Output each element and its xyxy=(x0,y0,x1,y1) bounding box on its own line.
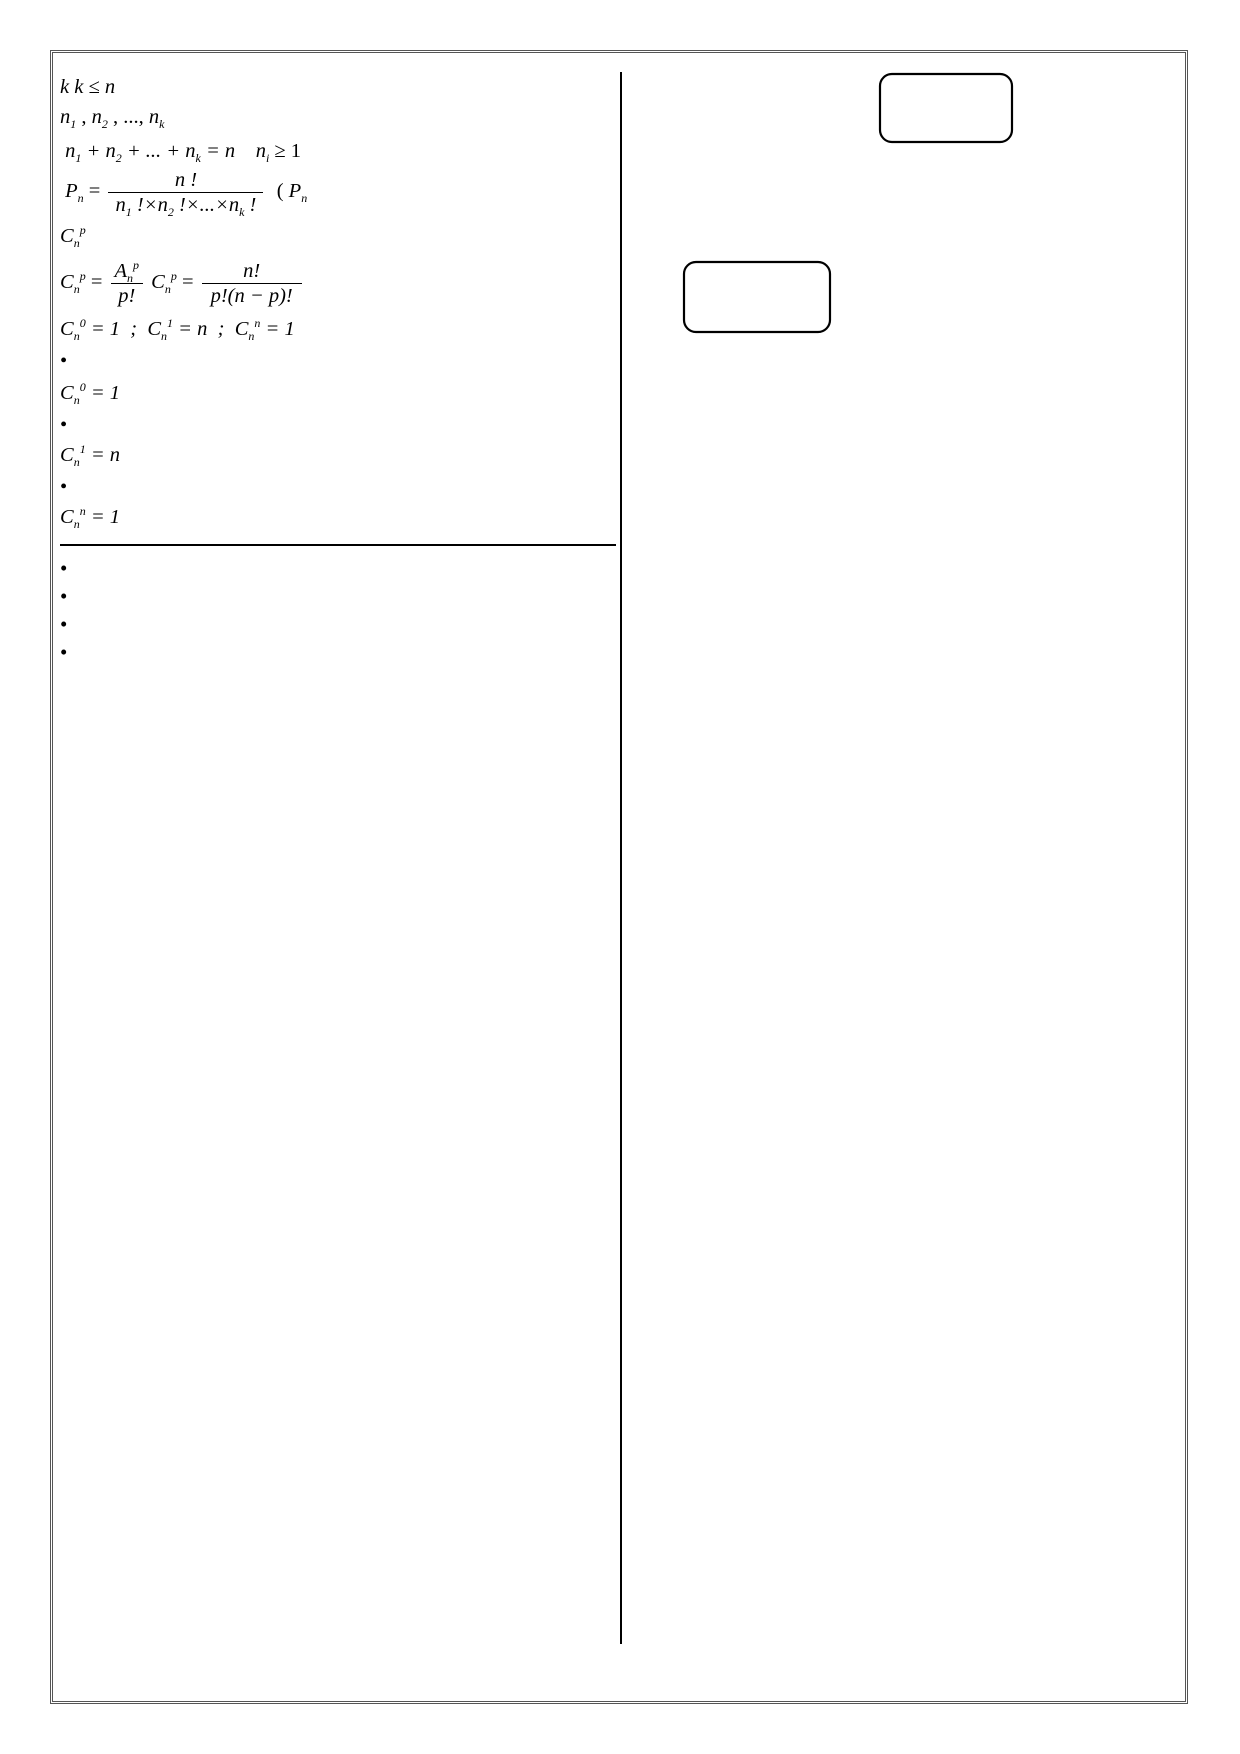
horizontal-rule xyxy=(60,544,616,546)
bullet-item: • xyxy=(60,556,68,580)
text-line: $C_n^0 = 1$ xyxy=(60,380,121,408)
text-line: $C_n^1 = n$ xyxy=(60,442,121,470)
text-line: $C_n^n = 1$ xyxy=(60,504,121,532)
formula-combination: $C_n^p$ = $\frac{A_n^p}{p!}$ $C_n^p$ = $\frac{n!}{p!(n - p)!}$ xyxy=(60,259,612,308)
text-line: k k ≤ n xyxy=(60,76,116,98)
decision-tree xyxy=(628,66,1188,726)
bullet-item: • xyxy=(60,584,68,608)
bullet-item: • xyxy=(60,612,68,636)
tree-box-all-used xyxy=(684,262,830,332)
column-divider xyxy=(620,72,622,1644)
text-line: $n_1$ , $n_2$ , ..., $n_k$ xyxy=(60,106,165,132)
text-line: $C_n^p$ xyxy=(60,223,86,251)
bullet-item: • xyxy=(60,414,68,436)
bullet-item: • xyxy=(60,350,68,372)
bullet-item: • xyxy=(60,476,68,498)
tree-box-order xyxy=(880,74,1012,142)
bullet-item: • xyxy=(60,640,68,664)
formula-special-values: $C_n^0 = 1$ ; $C_n^1 = n$ ; $C_n^n = 1$ xyxy=(60,316,295,344)
synthese-answers xyxy=(60,554,612,666)
formula-sum: $n_1 + n_2$ + ... + $n_k = n$ $n_i \ge 1$ xyxy=(60,140,302,166)
left-column xyxy=(60,74,612,666)
formula-permutations-repetition: $P_n$ = $\frac{n !}{n_1 !\times n_2 !\times...\times n_k !}$ ( $P_n$ xyxy=(65,169,308,220)
